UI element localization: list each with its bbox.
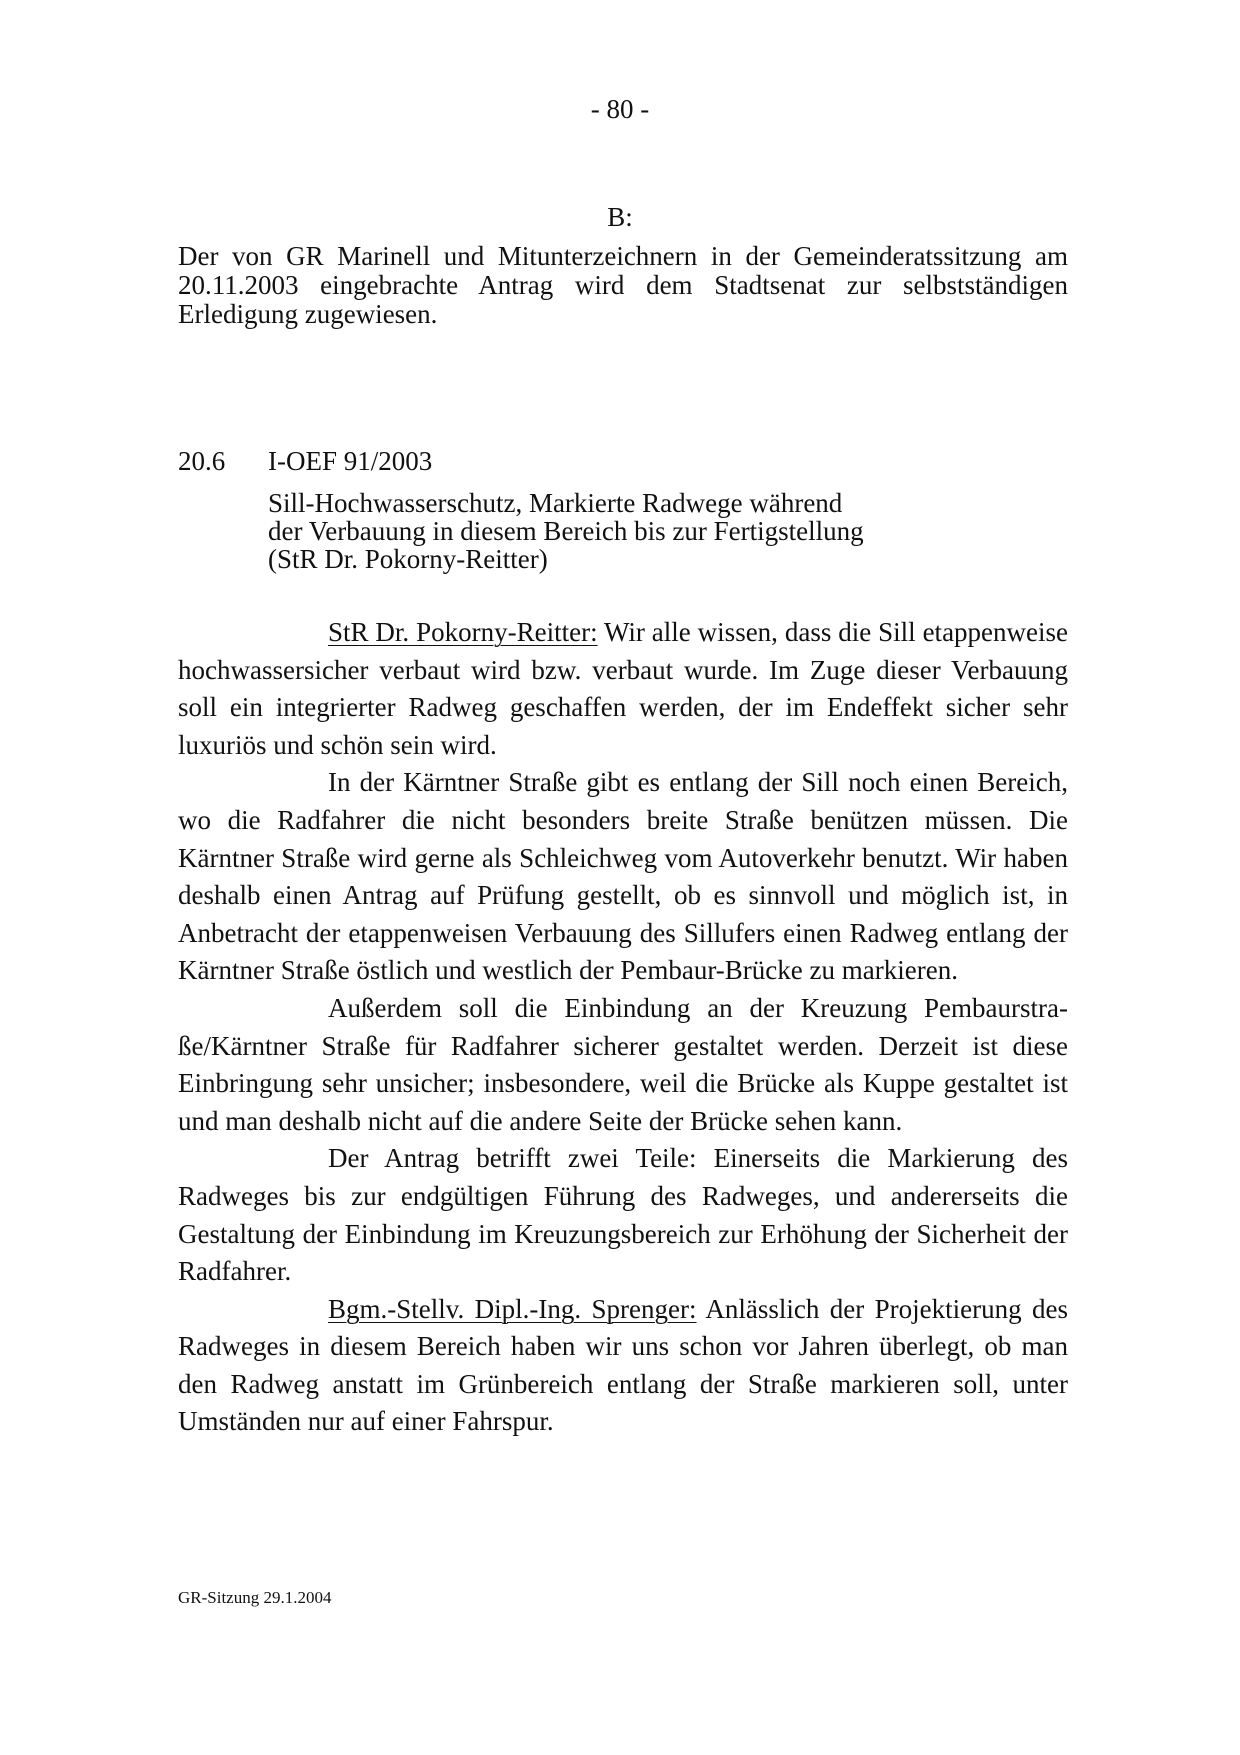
subject-line: der Verbauung in diesem Bereich bis zur Fertigstellung (268, 516, 864, 546)
subject-line: (StR Dr. Pokorny-Reitter) (268, 544, 548, 574)
speech-text: Der Antrag betrifft zwei Teile: Einerseits die Markierung des Radweges bis zur endgültigen Führung des Radweges, und andererseits die Gestaltung der Einbindung im Kreuzungsbereich zur Erhöhung der Sicherheit der Radfahrer. (178, 1143, 1068, 1287)
speech-text: Außerdem soll die Einbindung an der Kreuzung Pembaurstraße/Kärntner Straße für Radfahrer sicherer gestaltet werden. Derzeit ist diese Einbringung sehr unsicher; insbesondere, weil die Brücke als Kuppe gestaltet ist und man deshalb nicht auf die andere Seite der Brücke sehen kann. (178, 992, 1068, 1136)
speech-paragraph (178, 764, 1068, 990)
speech-text: Wir alle wissen, dass die Sill etappenweise hochwassersicher verbaut wird bzw. verbaut wurde. Im Zuge dieser Verbauung soll ein integrierter Radweg geschaffen werden, der im Endeffekt sicher sehr luxuriös und schön sein wird. (178, 617, 1069, 760)
agenda-item-number: 20.6 (178, 446, 226, 476)
speech-paragraph (178, 990, 1068, 1140)
page-footer: GR-Sitzung 29.1.2004 (178, 1588, 332, 1607)
speech-paragraph (178, 614, 1068, 764)
agenda-item-reference: I-OEF 91/2003 (268, 446, 433, 476)
section-label: B: (607, 202, 633, 232)
speaker-name: Bgm.-Stellv. Dipl.-Ing. Sprenger: (328, 1293, 697, 1324)
speech-text: Anlässlich der Projektierung des Radweges in diesem Bereich haben wir uns schon vor Jahren überlegt, ob man den Radweg anstatt im Grünbereich entlang der Straße markieren soll, unter Umständen nur auf einer Fahrspur. (178, 1293, 1068, 1437)
speaker-name: StR Dr. Pokorny-Reitter: (328, 617, 598, 647)
subject-line: Sill-Hochwasserschutz, Markierte Radwege während (268, 488, 843, 518)
resolution-paragraph: Der von GR Marinell und Mitunterzeichnern in der Gemeinderatssitzung am 20.11.2003 eingebrachte Antrag wird dem Stadtsenat zur selbstständigen Erledigung zugewiesen. (178, 241, 1068, 329)
agenda-item-subject (268, 489, 1068, 573)
page-number: - 80 - (590, 94, 650, 124)
agenda-item-heading (178, 447, 1068, 476)
speech-paragraph (178, 1291, 1068, 1441)
speech-text: In der Kärntner Straße gibt es entlang der Sill noch einen Bereich, wo die Radfahrer die nicht besonders breite Straße benützen müssen. Die Kärntner Straße wird gerne als Schleichweg vom Autoverkehr benutzt. Wir haben deshalb einen Antrag auf Prüfung gestellt, ob es sinnvoll und möglich ist, in Anbetracht der etappenweisen Verbauung des Sillufers einen Radweg entlang der Kärntner Straße östlich und westlich der Pembaur-Brücke zu markieren. (178, 767, 1068, 986)
speech-paragraph (178, 1140, 1068, 1290)
speech-section (178, 614, 1068, 1441)
